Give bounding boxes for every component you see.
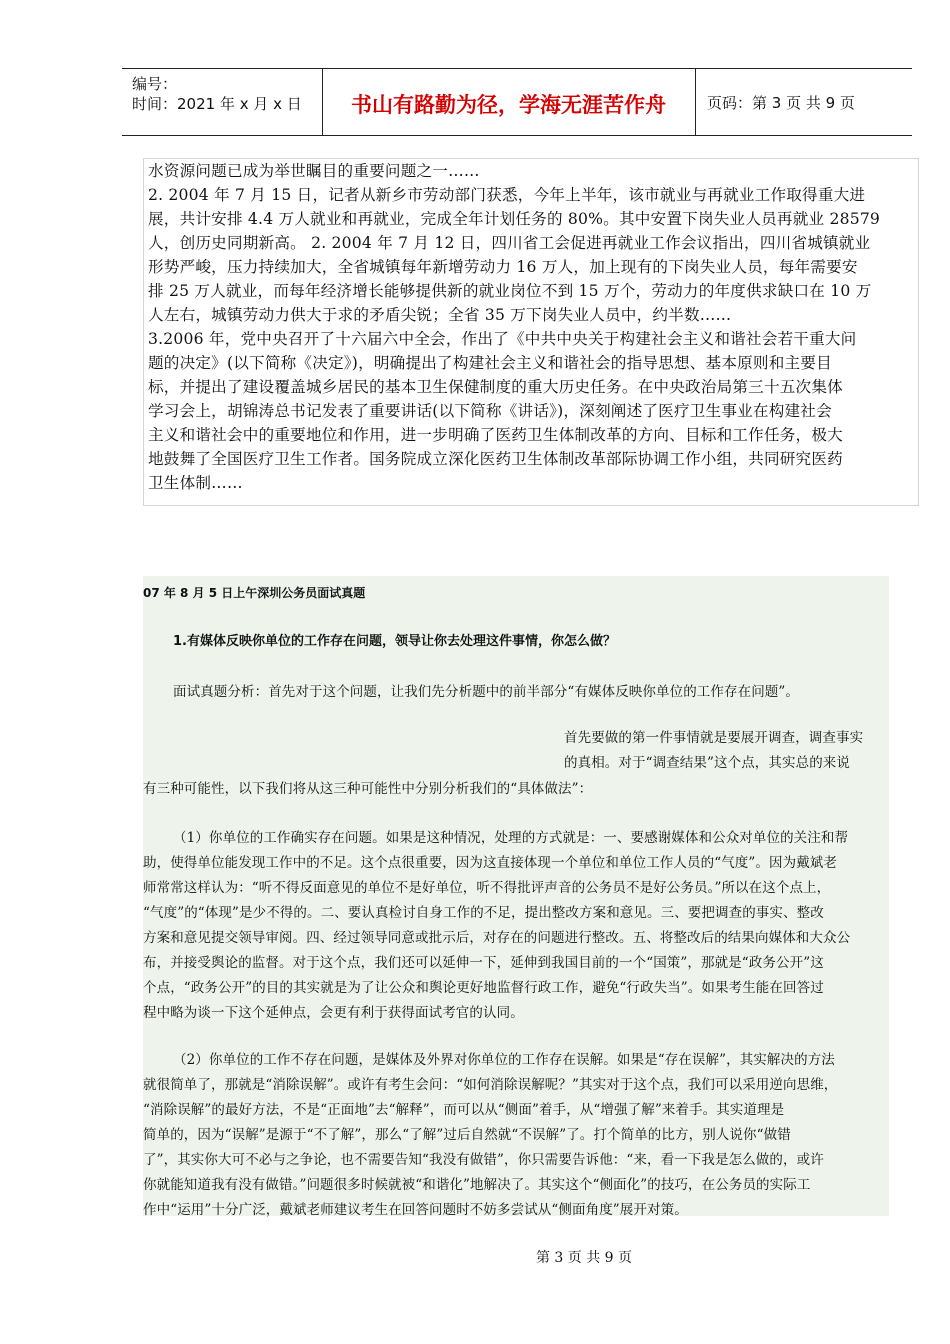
page-info: 页码：第 3 页 共 9 页 [707,94,855,112]
body-line: “气度”的“体现”是少不得的。二、要认真检讨自身工作的不足，提出整改方案和意见。三、要把调查的事实、整改 [143,905,824,921]
page-footer: 第 3 页 共 9 页 [535,1250,633,1266]
code-label: 编号： [132,75,178,93]
body-line: 首先要做的第一件事情就是要展开调查，调查事实 [564,730,864,746]
body-line: 就很简单了，那就是“消除误解”。或许有考生会问：“如何消除误解呢？”其实对于这个点，我们可以采用逆向思维， [143,1077,838,1093]
header-page-cell [695,69,912,135]
passage-line: 人，创历史同期新高。 2. 2004 年 7 月 12 日，四川省工会促进再就业工作会议指出，四川省城镇就业 [148,234,871,252]
header-motto-cell [322,69,696,135]
interview-section [143,576,889,1216]
body-line: 程中略为谈一下这个延伸点，会更有利于获得面试考官的认同。 [143,1005,524,1021]
passage-line: 水资源问题已成为举世瞩目的重要问题之一…… [148,162,480,180]
body-line: 布，并接受舆论的监督。对于这个点，我们还可以延伸一下，延伸到我国目前的一个“国策”，那就是“政务公开”这 [143,955,824,971]
body-line: 简单的，因为“误解”是源于“不了解”，那么“了解”过后自然就“不误解”了。打个简单的比方，别人说你“做错 [143,1127,791,1143]
passage-line: 题的决定》(以下简称《决定》)，明确提出了构建社会主义和谐社会的指导思想、基本原则和主要目 [148,354,832,372]
body-line: 了”，其实你大可不必与之争论，也不需要告知“我没有做错”，你只需要告诉他：“来，看一下我是怎么做的，或许 [143,1152,824,1168]
passage-line: 主义和谐社会中的重要地位和作用，进一步明确了医药卫生体制改革的方向、目标和工作任务，极大 [148,426,843,444]
section-title: 07 年 8 月 5 日上午深圳公务员面试真题 [143,586,366,600]
body-line: 方案和意见提交领导审阅。四、经过领导同意或批示后，对存在的问题进行整改。五、将整改后的结果向媒体和大众公 [143,930,851,946]
passage-line: 地鼓舞了全国医疗卫生工作者。国务院成立深化医药卫生体制改革部际协调工作小组，共同研究医药 [148,450,843,468]
body-line: 你就能知道我有没有做错。”问题很多时候就被“和谐化”地解决了。其实这个“侧面化”的技巧，在公务员的实际工 [143,1177,811,1193]
passage-line: 标，并提出了建设覆盖城乡居民的基本卫生保健制度的重大历史任务。在中央政治局第三十五次集体 [148,378,843,396]
passage-box [143,158,919,506]
passage-line: 卫生体制…… [148,474,243,492]
passage-line: 排 25 万人就业，而每年经济增长能够提供新的就业岗位不到 15 万个，劳动力的年度供求缺口在 10 万 [148,282,872,300]
analysis-line: 面试真题分析：首先对于这个问题，让我们先分析题中的前半部分“有媒体反映你单位的工作存在问题”。 [173,684,800,700]
question-heading: 1.有媒体反映你单位的工作存在问题，领导让你去处理这件事情，你怎么做？ [173,634,616,649]
body-line: 助，使得单位能发现工作中的不足。这个点很重要，因为这直接体现一个单位和单位工作人员的“气度”。因为戴斌老 [143,855,838,871]
body-line: “消除误解”的最好方法，不是“正面地”去“解释”，而可以从“侧面”着手，从“增强了解”来着手。其实道理是 [143,1102,785,1118]
body-line: 的真相。对于“调查结果”这个点，其实总的来说 [564,755,851,771]
passage-line: 3.2006 年，党中央召开了十六届六中全会，作出了《中共中央关于构建社会主义和谐社会若干重大问 [148,330,857,348]
body-line: 师常常这样认为：“听不得反面意见的单位不是好单位，听不得批评声音的公务员不是好公务员。”所以在这个点上， [143,880,831,896]
body-line: （1）你单位的工作确实存在问题。如果是这种情况，处理的方式就是：一、要感谢媒体和公众对单位的关注和帮 [173,830,849,846]
body-line: 有三种可能性，以下我们将从这三种可能性中分别分析我们的“具体做法”： [143,781,593,797]
passage-line: 学习会上，胡锦涛总书记发表了重要讲话(以下简称《讲话》)，深刻阐述了医疗卫生事业在构建社会 [148,402,832,420]
time-label: 时间：2021 年 x 月 x 日 [132,95,302,113]
body-line: 作中“运用”十分广泛，戴斌老师建议考生在回答问题时不妨多尝试从“侧面角度”展开对策。 [143,1202,688,1218]
header-meta-cell [122,69,323,135]
passage-line: 展，共计安排 4.4 万人就业和再就业，完成全年计划任务的 80%。其中安置下岗失业人员再就业 28579 [148,210,881,228]
passage-line: 2. 2004 年 7 月 15 日，记者从新乡市劳动部门获悉，今年上半年，该市就业与再就业工作取得重大进 [148,186,866,204]
motto: 书山有路勤为径，学海无涯苦作舟 [351,93,666,117]
passage-line: 人左右，城镇劳动力供大于求的矛盾尖锐；全省 35 万下岗失业人员中，约半数…… [148,306,732,324]
body-line: （2）你单位的工作不存在问题，是媒体及外界对你单位的工作存在误解。如果是“存在误解”，其实解决的方法 [173,1052,835,1068]
passage-line: 形势严峻，压力持续加大，全省城镇每年新增劳动力 16 万人，加上现有的下岗失业人员，每年需要安 [148,258,858,276]
page-header [122,68,912,136]
body-line: 个点，“政务公开”的目的其实就是为了让公众和舆论更好地监督行政工作，避免“行政失当”。如果考生能在回答过 [143,980,824,996]
